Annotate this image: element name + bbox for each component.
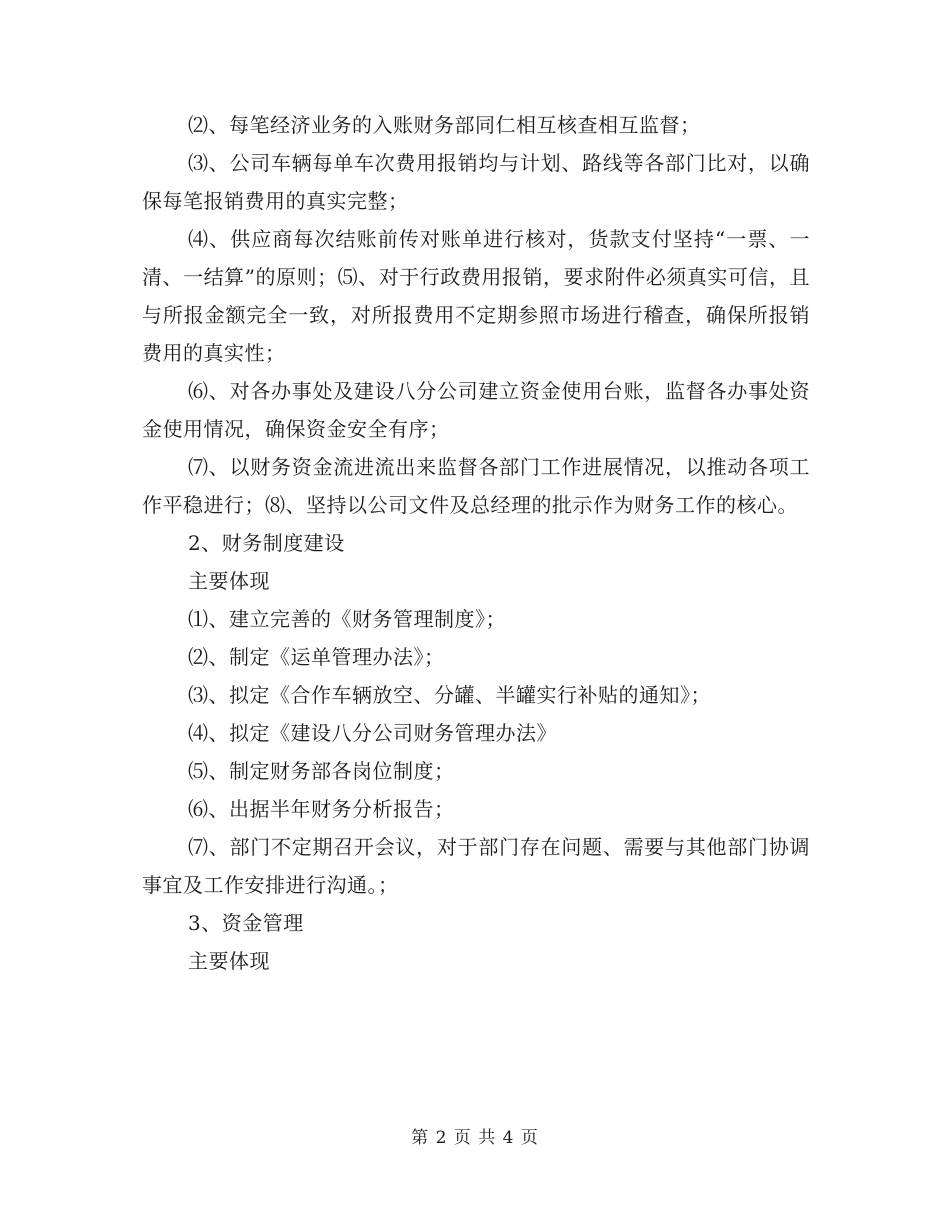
list-item: ⑶、拟定《合作车辆放空、分罐、半罐实行补贴的通知》； [188, 683, 711, 707]
paragraph: ⑶、公司车辆每单车次费用报销均与计划、路线等各部门比对，以确保每笔报销费用的真实完整； [142, 151, 810, 213]
paragraph: ⑹、对各办事处及建设八分公司建立资金使用台账，监督各办事处资金使用情况，确保资金安全有序； [142, 379, 810, 441]
paragraph: 主要体现 [188, 949, 270, 973]
list-item: ⑸、制定财务部各岗位制度； [188, 759, 455, 783]
list-item: ⑴、建立完善的《财务管理制度》； [188, 607, 506, 631]
list-item: ⑵、制定《运单管理办法》； [188, 645, 445, 669]
paragraph: ⑵、每笔经济业务的入账财务部同仁相互核查相互监督； [188, 113, 701, 137]
list-item: ⑹、出据半年财务分析报告； [188, 797, 455, 821]
page-number-footer: 第 2 页 共 4 页 [411, 1128, 539, 1148]
document-body [142, 106, 810, 980]
list-item: ⑺、部门不定期召开会议，对于部门存在问题、需要与其他部门协调事宜及工作安排进行沟通。； [142, 835, 810, 897]
paragraph: ⑷、供应商每次结账前传对账单进行核对，货款支付坚持“一票、一清、一结算”的原则；⑸、对于行政费用报销，要求附件必须真实可信，且与所报金额完全一致，对所报费用不定期参照市场进行稽查，确保所报销费用的真实性； [142, 227, 810, 365]
list-item: ⑷、拟定《建设八分公司财务管理办法》 [188, 721, 557, 745]
section-heading: 2、财务制度建设 [188, 531, 345, 555]
paragraph: 主要体现 [188, 569, 270, 593]
section-heading: 3、资金管理 [188, 911, 304, 935]
paragraph: ⑺、以财务资金流进流出来监督各部门工作进展情况，以推动各项工作平稳进行；⑻、坚持以公司文件及总经理的批示作为财务工作的核心。 [142, 455, 810, 517]
